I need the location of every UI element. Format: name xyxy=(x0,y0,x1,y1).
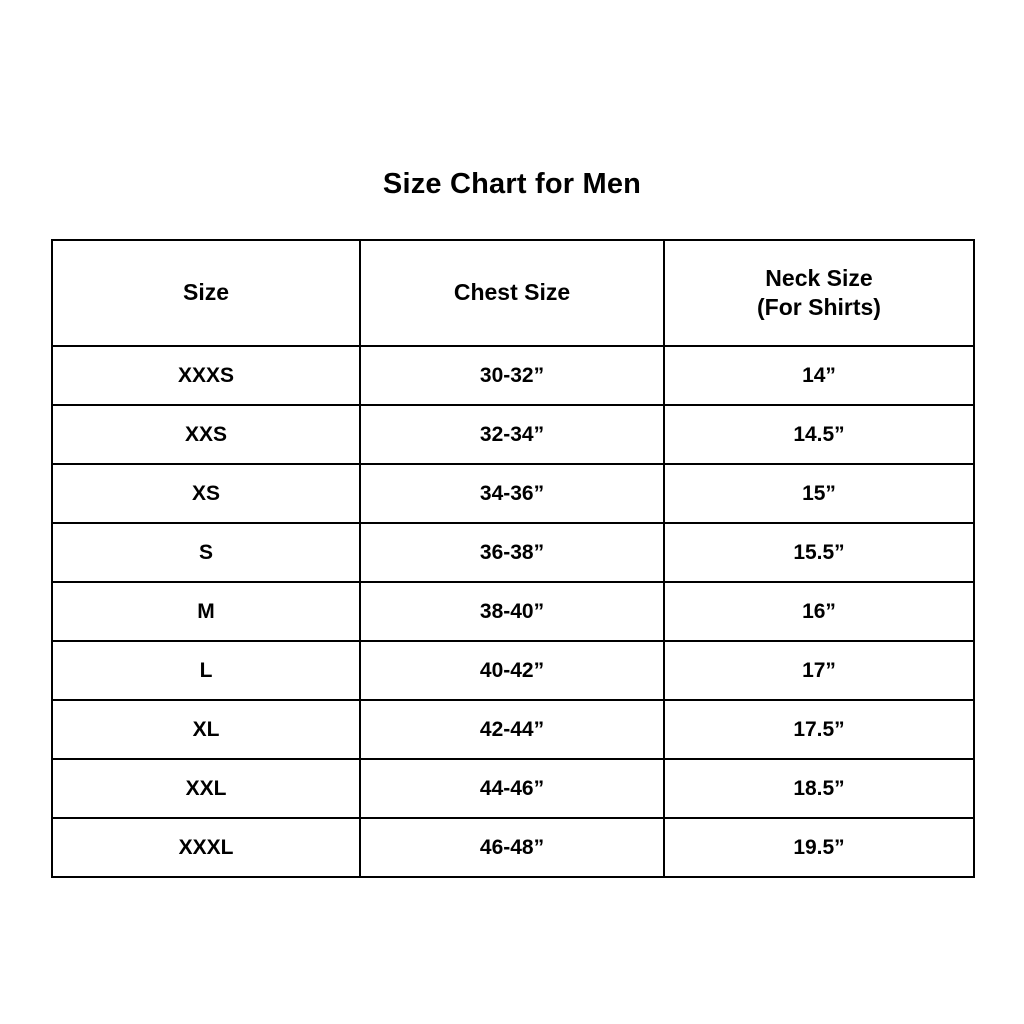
cell-size: S xyxy=(52,523,360,582)
cell-size: M xyxy=(52,582,360,641)
cell-neck: 17.5” xyxy=(664,700,974,759)
column-header-neck-size-sublabel: (For Shirts) xyxy=(757,294,881,320)
table-row xyxy=(52,405,974,464)
table-row xyxy=(52,582,974,641)
cell-size: XXXL xyxy=(52,818,360,877)
table-header-row xyxy=(52,240,974,346)
cell-size: XXS xyxy=(52,405,360,464)
cell-neck: 14” xyxy=(664,346,974,405)
cell-size: XXXS xyxy=(52,346,360,405)
column-header-neck-size-label: Neck Size xyxy=(765,264,873,291)
cell-chest: 38-40” xyxy=(360,582,664,641)
cell-size: XXL xyxy=(52,759,360,818)
table-row xyxy=(52,346,974,405)
table-row xyxy=(52,641,974,700)
cell-size: L xyxy=(52,641,360,700)
cell-size: XS xyxy=(52,464,360,523)
cell-size: XL xyxy=(52,700,360,759)
cell-neck: 14.5” xyxy=(664,405,974,464)
cell-chest: 46-48” xyxy=(360,818,664,877)
size-table xyxy=(51,239,975,878)
cell-chest: 44-46” xyxy=(360,759,664,818)
cell-neck: 16” xyxy=(664,582,974,641)
cell-neck: 19.5” xyxy=(664,818,974,877)
page-title: Size Chart for Men xyxy=(382,168,642,200)
column-header-size xyxy=(52,240,360,346)
cell-chest: 36-38” xyxy=(360,523,664,582)
table-header xyxy=(52,240,974,346)
table-row xyxy=(52,818,974,877)
column-header-size-label: Size xyxy=(182,279,230,306)
cell-neck: 15” xyxy=(664,464,974,523)
column-header-chest-size xyxy=(360,240,664,346)
cell-chest: 32-34” xyxy=(360,405,664,464)
table-body xyxy=(52,346,974,877)
cell-chest: 40-42” xyxy=(360,641,664,700)
size-table-container xyxy=(51,239,973,878)
table-row xyxy=(52,700,974,759)
cell-neck: 18.5” xyxy=(664,759,974,818)
cell-neck: 17” xyxy=(664,641,974,700)
cell-chest: 30-32” xyxy=(360,346,664,405)
cell-chest: 42-44” xyxy=(360,700,664,759)
table-row xyxy=(52,523,974,582)
column-header-chest-size-label: Chest Size xyxy=(453,279,571,306)
table-row xyxy=(52,464,974,523)
cell-chest: 34-36” xyxy=(360,464,664,523)
cell-neck: 15.5” xyxy=(664,523,974,582)
column-header-neck-size xyxy=(664,240,974,346)
table-row xyxy=(52,759,974,818)
